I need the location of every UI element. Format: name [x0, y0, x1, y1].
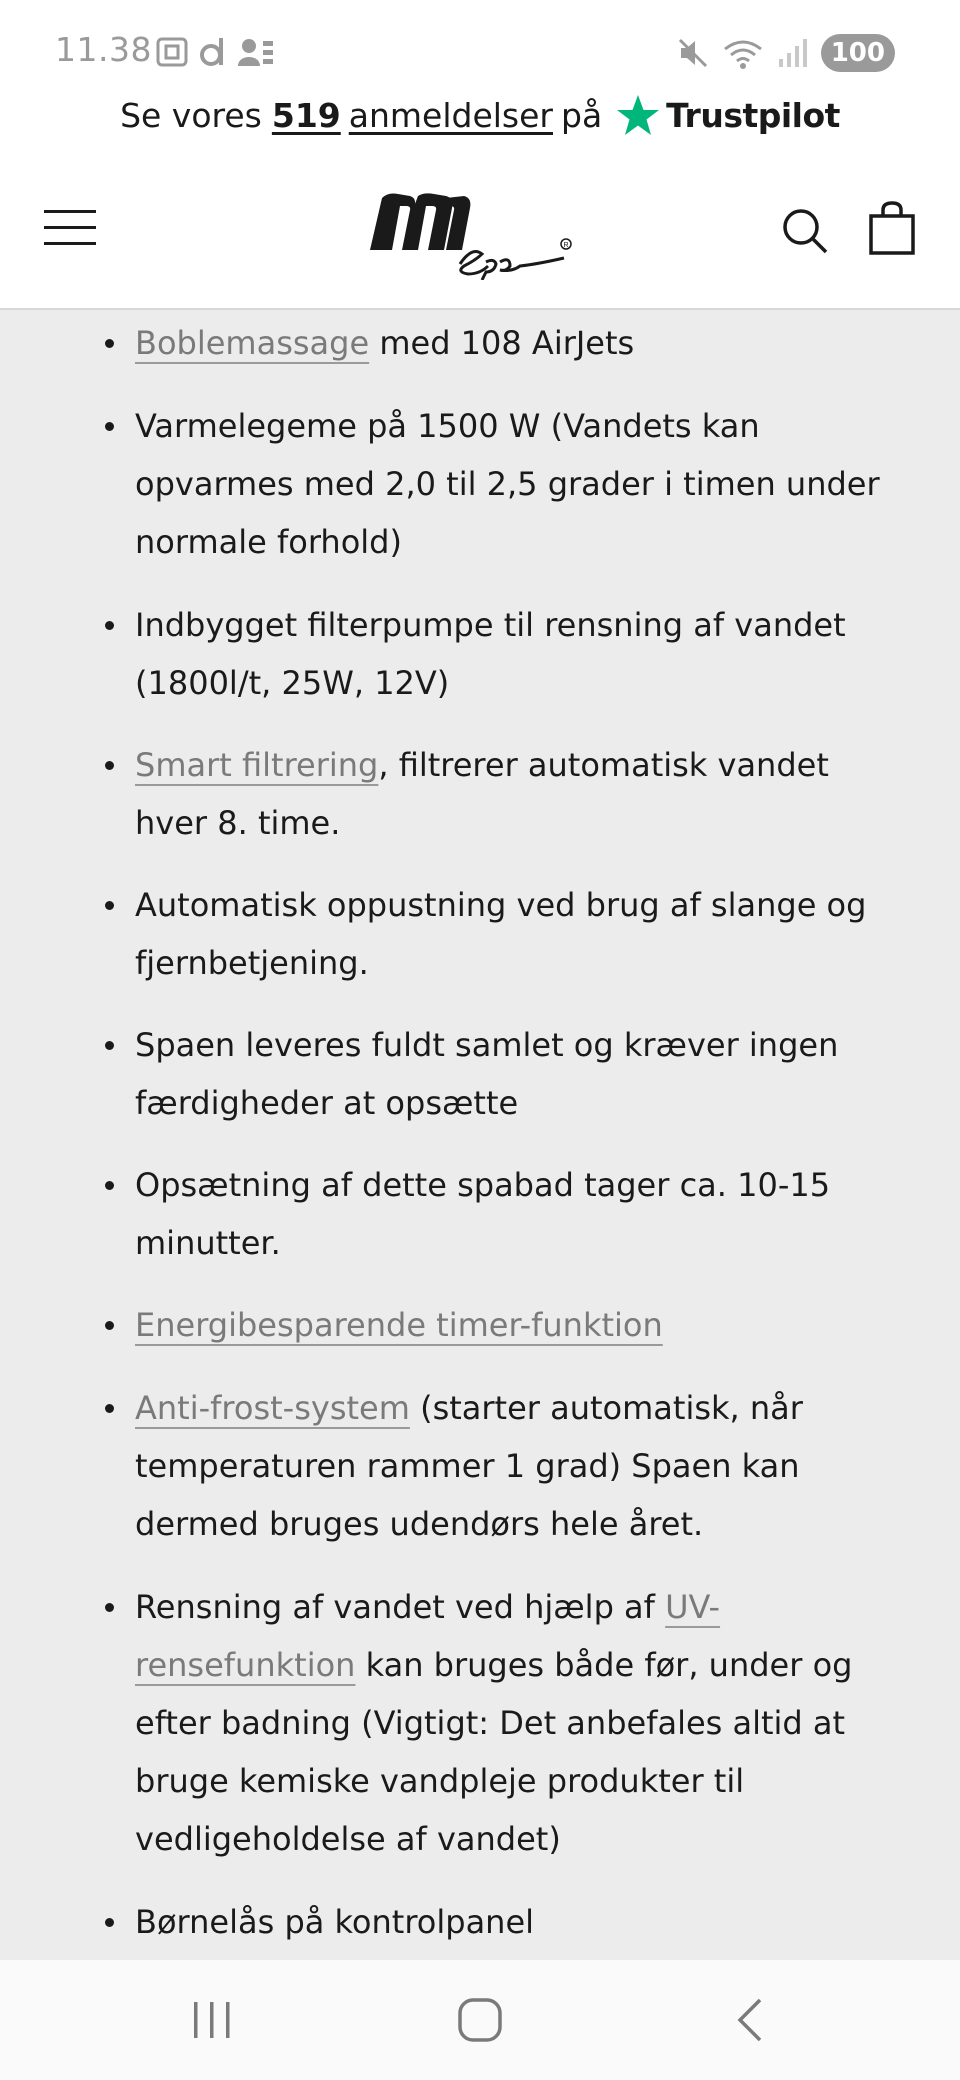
list-item: Smart filtrering, filtrerer automatisk vandet hver 8. time. [135, 736, 905, 852]
list-item [135, 1296, 905, 1354]
mspa-logo[interactable] [360, 180, 580, 280]
feature-link[interactable]: Smart filtrering [135, 746, 379, 784]
trust-suffix: på [561, 95, 603, 135]
site-header [0, 150, 960, 310]
screenshot-icon [155, 36, 189, 68]
search-icon[interactable] [780, 206, 830, 256]
home-icon[interactable] [456, 1996, 504, 2044]
trust-prefix: Se vores [120, 95, 262, 135]
list-item: Boblemassage med 108 AirJets [135, 314, 905, 372]
feature-link[interactable]: UV-rensefunktion [135, 1588, 721, 1684]
status-left-icons [155, 36, 275, 68]
trustpilot-star-icon [616, 94, 660, 136]
svg-text:R: R [563, 242, 569, 249]
list-item: Opsætning af dette spabad tager ca. 10-15 minutter. [135, 1156, 905, 1272]
list-item: Indbygget filterpumpe til rensning af vandet (1800l/t, 25W, 12V) [135, 596, 905, 712]
feature-link[interactable]: Energibesparende timer-funktion [135, 1306, 663, 1344]
menu-icon[interactable] [44, 210, 96, 246]
recent-apps-icon[interactable] [190, 1996, 234, 2044]
reviews-link[interactable]: anmeldelser [348, 95, 553, 135]
list-item: Børnelås på kontrolpanel [135, 1893, 905, 1951]
status-time: 11.38 [55, 30, 152, 69]
back-icon[interactable] [730, 1996, 770, 2044]
list-item: Anti-frost-system (starter automatisk, når temperaturen rammer 1 grad) Spaen kan dermed bruges udendørs hele året. [135, 1379, 905, 1553]
trustpilot-brand: Trustpilot [666, 95, 840, 135]
feature-link[interactable]: Anti-frost-system [135, 1389, 410, 1427]
wifi-icon [723, 37, 763, 69]
feature-link[interactable]: Boblemassage [135, 324, 370, 362]
contacts-icon [237, 36, 275, 68]
battery-badge: 100 [821, 34, 895, 72]
signal-icon [777, 37, 807, 69]
mute-icon [677, 37, 709, 69]
list-item: Automatisk oppustning ved brug af slange og fjernbetjening. [135, 876, 905, 992]
list-item: Rensning af vandet ved hjælp af UV-rensefunktion kan bruges både før, under og efter badning (Vigtigt: Det anbefales altid at bruge kemiske vandpleje produkter til vedligeholdelse af vandet) [135, 1578, 905, 1868]
status-right [677, 34, 895, 72]
trustpilot-bar[interactable] [0, 80, 960, 150]
cart-icon[interactable] [868, 200, 916, 256]
system-nav-bar [0, 1960, 960, 2080]
list-item: Spaen leveres fuldt samlet og kræver ingen færdigheder at opsætte [135, 1016, 905, 1132]
review-count[interactable]: 519 [271, 95, 341, 135]
d-app-icon [199, 36, 227, 68]
list-item: Varmelegeme på 1500 W (Vandets kan opvarmes med 2,0 til 2,5 grader i timen under normale forhold) [135, 397, 905, 571]
product-description [0, 310, 960, 1960]
